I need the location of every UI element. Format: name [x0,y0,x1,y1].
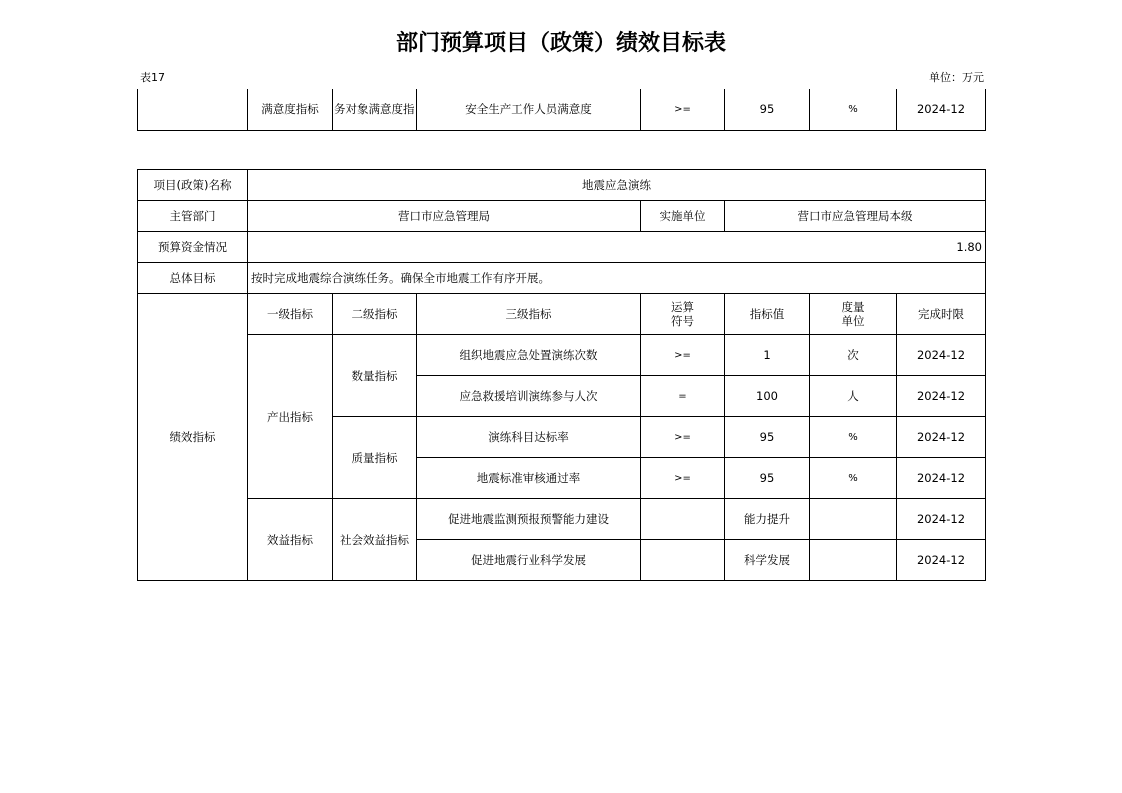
row-operator [641,540,725,581]
row-deadline: 2024-12 [897,458,986,499]
overall-goal-value: 按时完成地震综合演练任务。确保全市地震工作有序开展。 [248,263,986,294]
indicator-label: 绩效指标 [138,294,248,581]
overall-goal-row [138,263,986,294]
carryover-level2: 务对象满意度指 [333,89,417,130]
department-row [138,201,986,232]
group-social: 社会效益指标 [333,499,417,581]
group-benefit: 效益指标 [248,499,333,581]
header-operator [641,294,725,335]
implementer-label: 实施单位 [641,201,725,232]
header-unit-line1: 度量 [841,300,865,314]
header-level2: 二级指标 [333,294,417,335]
header-unit-line2: 单位 [841,314,865,328]
row-deadline: 2024-12 [897,417,986,458]
header-deadline: 完成时限 [897,294,986,335]
group-quantity: 数量指标 [333,335,417,417]
row-unit: 人 [810,376,897,417]
row-value: 科学发展 [725,540,810,581]
row-level3: 促进地震监测预报预警能力建设 [417,499,641,540]
row-operator [641,499,725,540]
row-unit: % [810,458,897,499]
carryover-operator: >= [641,89,725,130]
budget-row [138,232,986,263]
row-deadline: 2024-12 [897,335,986,376]
row-unit [810,540,897,581]
row-unit [810,499,897,540]
carryover-row [138,89,986,130]
table-row [138,499,986,540]
row-operator: >= [641,458,725,499]
budget-label: 预算资金情况 [138,232,248,263]
header-unit [810,294,897,335]
row-unit: % [810,417,897,458]
project-name-row [138,170,986,201]
header-row [138,294,986,335]
carryover-table [137,89,986,131]
row-deadline: 2024-12 [897,499,986,540]
row-value: 95 [725,458,810,499]
implementer-value: 营口市应急管理局本级 [725,201,986,232]
table-number: 表17 [140,71,165,84]
carryover-level1: 满意度指标 [248,89,333,130]
row-level3: 促进地震行业科学发展 [417,540,641,581]
page-title: 部门预算项目（政策）绩效目标表 [395,31,726,56]
department-value: 营口市应急管理局 [248,201,641,232]
row-deadline: 2024-12 [897,540,986,581]
table-row [138,335,986,376]
header-operator-line2: 符号 [671,314,694,328]
project-name-label: 项目(政策)名称 [138,170,248,201]
row-level3: 地震标准审核通过率 [417,458,641,499]
row-level3: 演练科目达标率 [417,417,641,458]
group-output: 产出指标 [248,335,333,499]
performance-table [137,169,986,581]
carryover-level3: 安全生产工作人员满意度 [417,89,641,130]
project-name-value: 地震应急演练 [248,170,986,201]
row-level3: 组织地震应急处置演练次数 [417,335,641,376]
overall-goal-label: 总体目标 [138,263,248,294]
header-value: 指标值 [725,294,810,335]
row-level3: 应急救援培训演练参与人次 [417,376,641,417]
header-level3: 三级指标 [417,294,641,335]
carryover-deadline: 2024-12 [897,89,986,130]
row-value: 95 [725,417,810,458]
row-value: 100 [725,376,810,417]
row-unit: 次 [810,335,897,376]
carryover-unit: % [810,89,897,130]
header-operator-line1: 运算 [671,300,694,314]
header-level1: 一级指标 [248,294,333,335]
row-operator: >= [641,335,725,376]
row-value: 能力提升 [725,499,810,540]
row-deadline: 2024-12 [897,376,986,417]
department-label: 主管部门 [138,201,248,232]
carryover-value: 95 [725,89,810,130]
group-quality: 质量指标 [333,417,417,499]
budget-value: 1.80 [248,232,986,263]
row-operator: = [641,376,725,417]
unit-label: 单位：万元 [929,71,984,84]
row-value: 1 [725,335,810,376]
row-operator: >= [641,417,725,458]
carryover-blank-cell [138,89,248,130]
